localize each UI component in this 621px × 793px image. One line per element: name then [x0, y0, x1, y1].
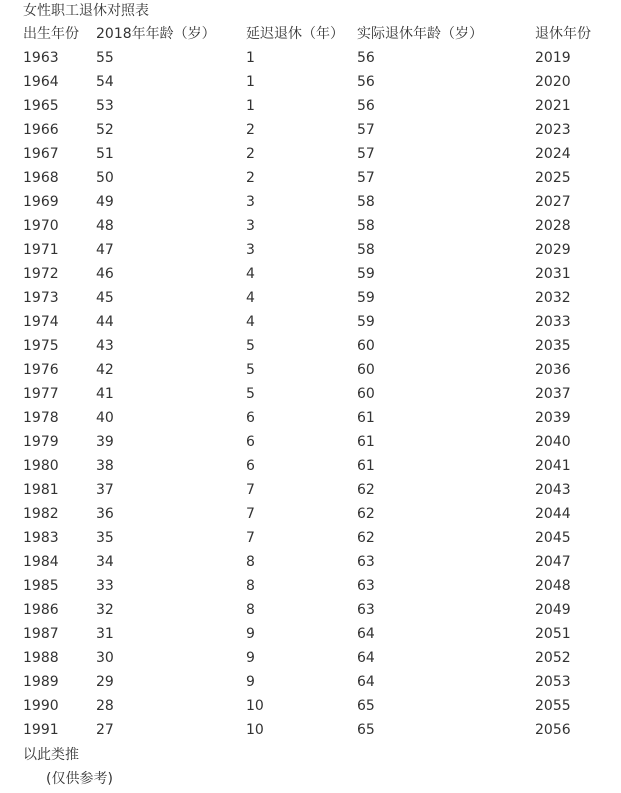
age-2018-cell: 49 — [96, 194, 114, 210]
table-row — [23, 598, 605, 622]
delay-years-cell: 10 — [246, 698, 264, 714]
retirement-year-cell: 2032 — [535, 290, 571, 306]
actual-age-cell: 60 — [357, 362, 375, 378]
actual-age-cell: 63 — [357, 602, 375, 618]
actual-age-cell: 59 — [357, 290, 375, 306]
delay-years-cell: 5 — [246, 362, 255, 378]
delay-years-cell: 2 — [246, 146, 255, 162]
delay-years-cell: 8 — [246, 602, 255, 618]
retirement-year-cell: 2045 — [535, 530, 571, 546]
table-row — [23, 406, 605, 430]
age-2018-cell: 41 — [96, 386, 114, 402]
delay-years-cell: 1 — [246, 50, 255, 66]
footer-disclaimer: (仅供参考) — [46, 771, 113, 787]
actual-age-cell: 57 — [357, 146, 375, 162]
table-row — [23, 238, 605, 262]
header-delay-years: 延迟退休（年） — [246, 26, 344, 42]
retirement-table — [23, 22, 605, 742]
table-row — [23, 550, 605, 574]
age-2018-cell: 42 — [96, 362, 114, 378]
delay-years-cell: 5 — [246, 386, 255, 402]
birth-year-cell: 1964 — [23, 74, 59, 90]
actual-age-cell: 56 — [357, 50, 375, 66]
delay-years-cell: 6 — [246, 434, 255, 450]
retirement-year-cell: 2025 — [535, 170, 571, 186]
age-2018-cell: 46 — [96, 266, 114, 282]
birth-year-cell: 1972 — [23, 266, 59, 282]
delay-years-cell: 4 — [246, 314, 255, 330]
birth-year-cell: 1966 — [23, 122, 59, 138]
delay-years-cell: 4 — [246, 266, 255, 282]
age-2018-cell: 33 — [96, 578, 114, 594]
actual-age-cell: 62 — [357, 506, 375, 522]
age-2018-cell: 35 — [96, 530, 114, 546]
table-row — [23, 262, 605, 286]
table-row — [23, 622, 605, 646]
actual-age-cell: 61 — [357, 434, 375, 450]
age-2018-cell: 51 — [96, 146, 114, 162]
actual-age-cell: 60 — [357, 386, 375, 402]
header-age-2018: 2018年年龄（岁） — [96, 26, 216, 42]
delay-years-cell: 2 — [246, 170, 255, 186]
age-2018-cell: 52 — [96, 122, 114, 138]
age-2018-cell: 54 — [96, 74, 114, 90]
retirement-year-cell: 2037 — [535, 386, 571, 402]
table-row — [23, 694, 605, 718]
age-2018-cell: 32 — [96, 602, 114, 618]
actual-age-cell: 57 — [357, 170, 375, 186]
table-row — [23, 646, 605, 670]
table-row — [23, 310, 605, 334]
birth-year-cell: 1967 — [23, 146, 59, 162]
table-row — [23, 70, 605, 94]
retirement-year-cell: 2039 — [535, 410, 571, 426]
delay-years-cell: 8 — [246, 578, 255, 594]
birth-year-cell: 1963 — [23, 50, 59, 66]
table-row — [23, 166, 605, 190]
birth-year-cell: 1969 — [23, 194, 59, 210]
age-2018-cell: 36 — [96, 506, 114, 522]
age-2018-cell: 55 — [96, 50, 114, 66]
birth-year-cell: 1968 — [23, 170, 59, 186]
actual-age-cell: 60 — [357, 338, 375, 354]
retirement-year-cell: 2053 — [535, 674, 571, 690]
age-2018-cell: 43 — [96, 338, 114, 354]
delay-years-cell: 6 — [246, 458, 255, 474]
delay-years-cell: 7 — [246, 530, 255, 546]
table-row — [23, 286, 605, 310]
birth-year-cell: 1971 — [23, 242, 59, 258]
delay-years-cell: 6 — [246, 410, 255, 426]
actual-age-cell: 59 — [357, 314, 375, 330]
actual-age-cell: 64 — [357, 650, 375, 666]
birth-year-cell: 1982 — [23, 506, 59, 522]
actual-age-cell: 65 — [357, 722, 375, 738]
age-2018-cell: 39 — [96, 434, 114, 450]
retirement-year-cell: 2051 — [535, 626, 571, 642]
retirement-year-cell: 2040 — [535, 434, 571, 450]
table-row — [23, 214, 605, 238]
table-row — [23, 94, 605, 118]
birth-year-cell: 1983 — [23, 530, 59, 546]
age-2018-cell: 31 — [96, 626, 114, 642]
birth-year-cell: 1965 — [23, 98, 59, 114]
table-row — [23, 718, 605, 742]
retirement-year-cell: 2035 — [535, 338, 571, 354]
table-row — [23, 142, 605, 166]
birth-year-cell: 1975 — [23, 338, 59, 354]
actual-age-cell: 56 — [357, 74, 375, 90]
actual-age-cell: 62 — [357, 482, 375, 498]
birth-year-cell: 1973 — [23, 290, 59, 306]
actual-age-cell: 58 — [357, 194, 375, 210]
actual-age-cell: 63 — [357, 578, 375, 594]
age-2018-cell: 47 — [96, 242, 114, 258]
age-2018-cell: 48 — [96, 218, 114, 234]
table-row — [23, 190, 605, 214]
delay-years-cell: 8 — [246, 554, 255, 570]
retirement-year-cell: 2055 — [535, 698, 571, 714]
retirement-year-cell: 2049 — [535, 602, 571, 618]
birth-year-cell: 1991 — [23, 722, 59, 738]
table-row — [23, 430, 605, 454]
table-body — [23, 46, 605, 742]
delay-years-cell: 9 — [246, 626, 255, 642]
delay-years-cell: 3 — [246, 218, 255, 234]
table-row — [23, 358, 605, 382]
age-2018-cell: 28 — [96, 698, 114, 714]
birth-year-cell: 1970 — [23, 218, 59, 234]
delay-years-cell: 5 — [246, 338, 255, 354]
age-2018-cell: 37 — [96, 482, 114, 498]
header-actual-retirement-age: 实际退休年龄（岁） — [357, 26, 483, 42]
age-2018-cell: 45 — [96, 290, 114, 306]
delay-years-cell: 3 — [246, 194, 255, 210]
actual-age-cell: 56 — [357, 98, 375, 114]
delay-years-cell: 10 — [246, 722, 264, 738]
actual-age-cell: 64 — [357, 626, 375, 642]
age-2018-cell: 38 — [96, 458, 114, 474]
birth-year-cell: 1985 — [23, 578, 59, 594]
page-title: 女性职工退休对照表 — [23, 3, 149, 19]
actual-age-cell: 59 — [357, 266, 375, 282]
delay-years-cell: 7 — [246, 482, 255, 498]
delay-years-cell: 9 — [246, 674, 255, 690]
birth-year-cell: 1978 — [23, 410, 59, 426]
table-row — [23, 526, 605, 550]
delay-years-cell: 2 — [246, 122, 255, 138]
actual-age-cell: 58 — [357, 242, 375, 258]
birth-year-cell: 1979 — [23, 434, 59, 450]
delay-years-cell: 4 — [246, 290, 255, 306]
age-2018-cell: 44 — [96, 314, 114, 330]
birth-year-cell: 1977 — [23, 386, 59, 402]
retirement-year-cell: 2031 — [535, 266, 571, 282]
retirement-year-cell: 2029 — [535, 242, 571, 258]
delay-years-cell: 9 — [246, 650, 255, 666]
retirement-year-cell: 2043 — [535, 482, 571, 498]
actual-age-cell: 61 — [357, 458, 375, 474]
birth-year-cell: 1984 — [23, 554, 59, 570]
retirement-year-cell: 2052 — [535, 650, 571, 666]
retirement-year-cell: 2023 — [535, 122, 571, 138]
retirement-year-cell: 2021 — [535, 98, 571, 114]
footer-note: 以此类推 — [23, 747, 79, 763]
age-2018-cell: 27 — [96, 722, 114, 738]
age-2018-cell: 29 — [96, 674, 114, 690]
header-retirement-year: 退休年份 — [535, 26, 591, 42]
actual-age-cell: 63 — [357, 554, 375, 570]
retirement-year-cell: 2019 — [535, 50, 571, 66]
table-row — [23, 118, 605, 142]
retirement-year-cell: 2048 — [535, 578, 571, 594]
retirement-year-cell: 2028 — [535, 218, 571, 234]
birth-year-cell: 1988 — [23, 650, 59, 666]
table-row — [23, 454, 605, 478]
age-2018-cell: 50 — [96, 170, 114, 186]
age-2018-cell: 40 — [96, 410, 114, 426]
birth-year-cell: 1986 — [23, 602, 59, 618]
retirement-year-cell: 2020 — [535, 74, 571, 90]
header-birth-year: 出生年份 — [23, 26, 79, 42]
delay-years-cell: 7 — [246, 506, 255, 522]
table-row — [23, 478, 605, 502]
actual-age-cell: 62 — [357, 530, 375, 546]
age-2018-cell: 53 — [96, 98, 114, 114]
age-2018-cell: 34 — [96, 554, 114, 570]
table-row — [23, 670, 605, 694]
delay-years-cell: 1 — [246, 74, 255, 90]
birth-year-cell: 1990 — [23, 698, 59, 714]
actual-age-cell: 61 — [357, 410, 375, 426]
table-header-row — [23, 22, 605, 46]
birth-year-cell: 1981 — [23, 482, 59, 498]
retirement-year-cell: 2044 — [535, 506, 571, 522]
actual-age-cell: 58 — [357, 218, 375, 234]
table-row — [23, 46, 605, 70]
retirement-year-cell: 2056 — [535, 722, 571, 738]
retirement-year-cell: 2047 — [535, 554, 571, 570]
actual-age-cell: 65 — [357, 698, 375, 714]
birth-year-cell: 1987 — [23, 626, 59, 642]
age-2018-cell: 30 — [96, 650, 114, 666]
table-row — [23, 502, 605, 526]
birth-year-cell: 1980 — [23, 458, 59, 474]
retirement-year-cell: 2041 — [535, 458, 571, 474]
delay-years-cell: 3 — [246, 242, 255, 258]
retirement-year-cell: 2036 — [535, 362, 571, 378]
retirement-year-cell: 2033 — [535, 314, 571, 330]
birth-year-cell: 1976 — [23, 362, 59, 378]
table-row — [23, 334, 605, 358]
actual-age-cell: 64 — [357, 674, 375, 690]
delay-years-cell: 1 — [246, 98, 255, 114]
birth-year-cell: 1974 — [23, 314, 59, 330]
table-row — [23, 382, 605, 406]
retirement-year-cell: 2024 — [535, 146, 571, 162]
birth-year-cell: 1989 — [23, 674, 59, 690]
retirement-year-cell: 2027 — [535, 194, 571, 210]
table-row — [23, 574, 605, 598]
actual-age-cell: 57 — [357, 122, 375, 138]
